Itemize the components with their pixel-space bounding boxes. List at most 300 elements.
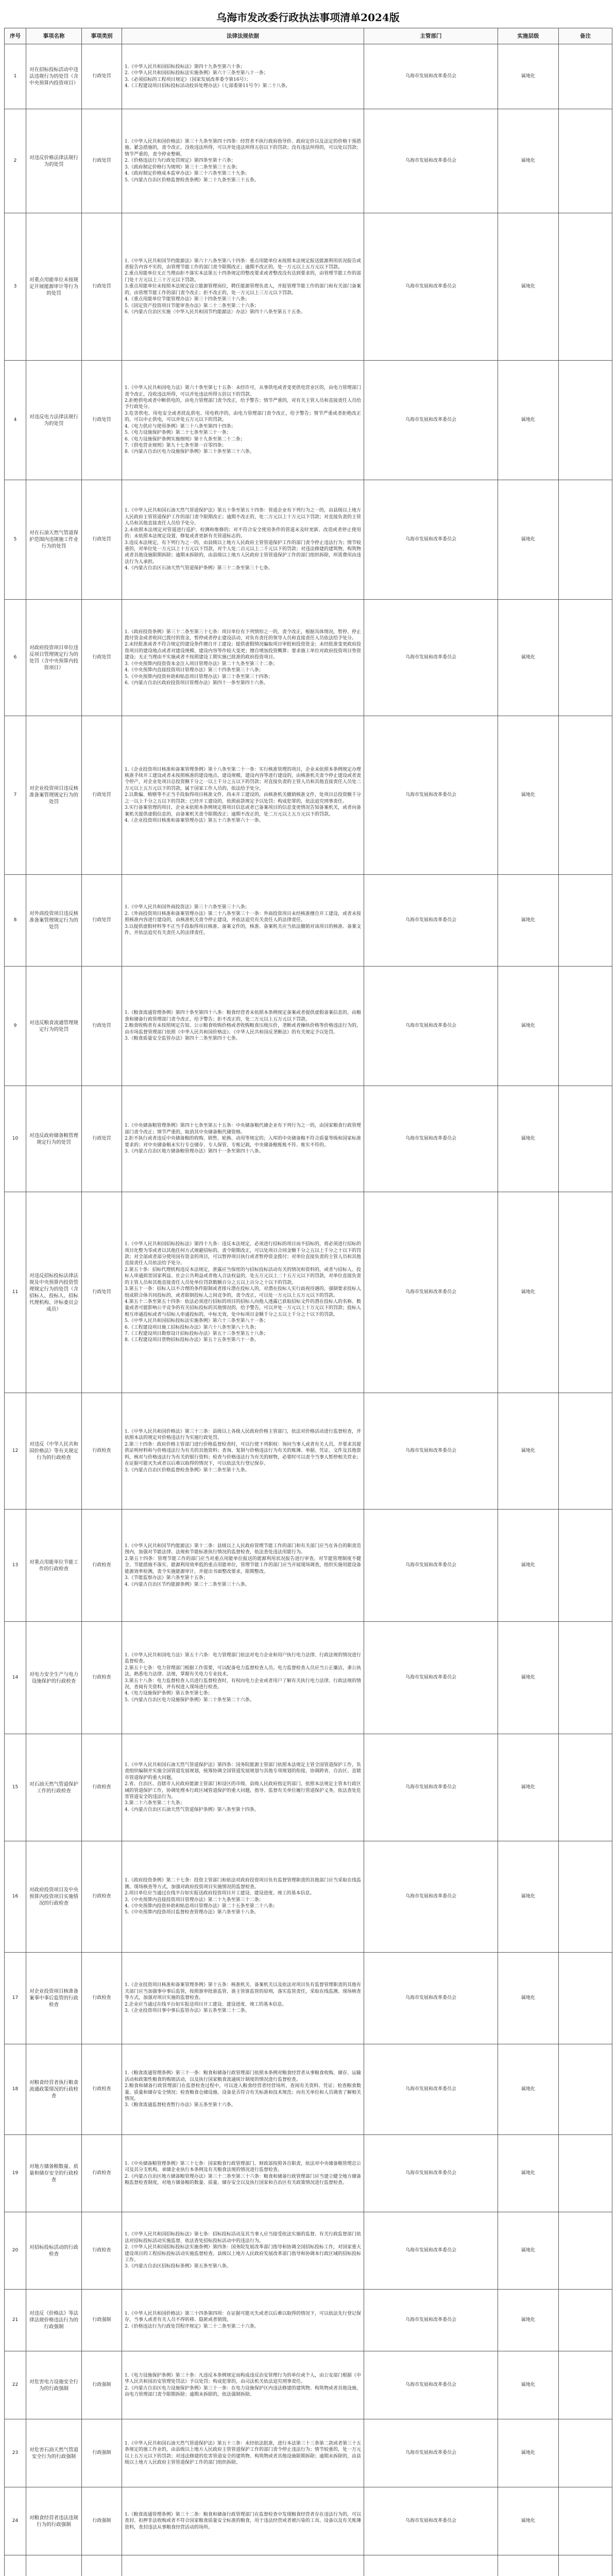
- item-type: 行政处罚: [82, 44, 122, 109]
- item-type: 行政强制: [82, 2419, 122, 2487]
- remarks: [559, 1841, 612, 1953]
- legal-basis-line: 4.《中央预算内直接投资项目管理办法》第三十四条至第三十八条；: [125, 668, 264, 673]
- legal-basis-line: 2.《中华人民共和国招标投标法实施条例》第四条：国务院发展改革部门指导和协调全国招标投标工作，对国家重大建设项目的工程招标投标活动实施监督检查。县级以上地方人民政府发展改革部门指导和协调本行政区域的招标投标工作。: [125, 2245, 362, 2263]
- legal-basis: [122, 716, 364, 875]
- legal-basis-line: 2.《中华人民共和国招标投标法实施条例》第六十三条至第八十一条；: [125, 71, 268, 76]
- remarks: [559, 2135, 612, 2212]
- responsible-department: 乌海市发展和改革委员会: [364, 2351, 498, 2419]
- header-level: 实施层级: [498, 28, 559, 44]
- legal-basis-line: 1.《中华人民共和国节约能源法》第十二条：县级以上人民政府管理节能工作的部门和有关部门应当在各自的职责范围内，加强对节能法律、法规和节能标准执行情况的监督检查，依法查处违法用能行为。: [125, 1544, 361, 1555]
- implementation-level: 属地化: [498, 1841, 559, 1953]
- legal-basis-line: 2.拒绝供电或者中断供电的，由电力管理部门责令改正，给予警告；情节严重的，对有关主管人员和直接责任人员给予行政处分。: [125, 398, 361, 410]
- responsible-department: 乌海市发展和改革委员会: [364, 44, 498, 109]
- item-name: 对政府投资项目单位违反项目管理规定行为的处罚（含中央预算内投资项目）: [26, 600, 82, 716]
- implementation-level: 属地化: [498, 1086, 559, 1192]
- table-row: [5, 1622, 612, 1734]
- responsible-department: 乌海市发展和改革委员会: [364, 1841, 498, 1953]
- legal-basis-line: 1.《电力设施保护条例》第三十条：凡违反本条例规定而构成违反治安管理行为的单位或个人，由公安部门根据《中华人民共和国治安管理处罚法》予以处罚；构成犯罪的，由司法机关依法追究刑事责任。: [125, 2372, 361, 2385]
- responsible-department: 乌海市发展和改革委员会: [364, 1510, 498, 1622]
- row-number: [5, 2555, 26, 2576]
- table-row: [5, 2555, 612, 2576]
- legal-basis-line: 3.重点用能单位未按照本法规定设立能源管理岗位，聘任能源管理负责人，并报管理节能工作的部门和有关部门备案的，由管理节能工作的部门责令改正；拒不改正的，处一万元以上三万元以下罚款。: [125, 284, 361, 296]
- remarks: [559, 1734, 612, 1841]
- legal-basis-line: 2.第五十七条：电力管理部门根据工作需要，可以配备电力监督检查人员。电力监督检查人员应当公正廉洁，秉公执法，熟悉电力法律、法规，掌握有关电力专业技术。: [125, 1665, 361, 1677]
- legal-basis-line: 2.第五十条：招标代理机构违反本法规定，泄露应当保密的与招标投标活动有关的情况和资料的，或者与招标人、投标人串通损害国家利益、社会公共利益或者他人合法权益的，处五万元以上二十五万元以下的罚款，对单位直接负责的主管人员和其他直接责任人员处单位罚款数额百分之五以上百分之十以下的罚款。: [125, 1267, 362, 1285]
- legal-basis: [122, 2044, 364, 2135]
- item-type: 行政处罚: [82, 875, 122, 967]
- legal-basis: [122, 2212, 364, 2290]
- legal-basis: [122, 1841, 364, 1953]
- item-type: 行政强制: [82, 2487, 122, 2555]
- legal-basis-line: 1.《粮食流通管理条例》第三十二条：粮食和储备行政管理部门在监督检查中发现粮食经营者存在违法行为的，可以查封、扣押非法收购或者不符合国家粮食质量安全标准的粮食，用于违法经营或者被污染的工具、设备以及有关账簿资料，查封违法从事粮食经营活动的场所。: [125, 2512, 362, 2530]
- legal-basis: [122, 361, 364, 480]
- legal-basis-line: 5.《中央预算内投资项目监督检查管理办法》第六条至第十八条。: [125, 1910, 259, 1916]
- legal-basis-line: 8.《内蒙古自治区电力设施保护条例》第三十条至第三十六条。: [125, 449, 254, 455]
- legal-basis-line: 6.《工程建设项目施工招标投标办法》第六十八条至第八十九条；: [125, 1325, 259, 1330]
- remarks: [559, 1086, 612, 1192]
- table-row: [5, 1192, 612, 1393]
- legal-basis-line: 2.拒不执行或者违反中央储备粮的收购、销售、轮换、动用等规定的；入库的中央储备粮不符合质量等级和国家标准要求的；对中央储备粮未实行专仓储存、专人保管、专账记载，中央储备粮账账不符、账实不符的。: [125, 1136, 361, 1148]
- row-number: 2: [5, 109, 26, 213]
- legal-basis-line: 1.《中华人民共和国价格法》第三十三条：县级以上各级人民政府价格主管部门，依法对价格活动进行监督检查，并依照本法的规定对价格违法行为实施行政处罚。: [125, 1429, 361, 1441]
- legal-basis-line: 4.《内蒙古自治区石油天然气管道保护条例》第八条至第十四条。: [125, 1807, 259, 1812]
- legal-basis-line: 4.《重点用能单位节能管理办法》第三十四条至第三十八条；: [125, 297, 250, 302]
- item-type: 行政处罚: [82, 109, 122, 213]
- legal-basis-line: 3.《粮食流通监督检查暂行办法》第五条至第十六条。: [125, 2103, 236, 2108]
- remarks: [559, 2212, 612, 2290]
- legal-basis-line: 1.《中华人民共和国招标投标法》第四十九条：违反本法规定，必须进行招标的项目而不招标的，将必须进行招标的项目化整为零或者以其他任何方式规避招标的，责令限期改正，可以处项目合同金额千分之五以上千分之十以下的罚款；对全部或者部分使用国有资金的项目，可以暂停项目执行或者暂停资金拨付；对单位直接负责的主管人员和其他直接责任人员依法给予处分。: [125, 1242, 362, 1266]
- table-header-row: [5, 28, 612, 44]
- item-type: 行政检查: [82, 2212, 122, 2290]
- legal-basis-line: 2.第三十四条：政府价格主管部门进行价格监督检查时，可以行使下列职权：询问当事人或者有关人员，并要求其提供证明材料和与价格违法行为有关的其他资料；查询、复制与价格违法行为有关的账簿、单据、凭证、文件及其他资料，核对与价格违法行为有关的银行资料；检查与价格违法行为有关的财物，必要时可以责令当事人暂停相关营业；在证据可能灭失或者以后难以取得的情况下，可以依法先行登记保存。: [125, 1442, 362, 1467]
- responsible-department: 乌海市发展和改革委员会: [364, 1393, 498, 1510]
- remarks: [559, 2044, 612, 2135]
- header-type: 事项类别: [82, 28, 122, 44]
- remarks: [559, 1393, 612, 1510]
- item-name: 对违反《价格法》等法律法规价格违法行为的行政强制: [26, 2290, 82, 2351]
- implementation-level: 属地化: [498, 2135, 559, 2212]
- table-row: [5, 1510, 612, 1622]
- legal-basis-line: 1.《中华人民共和国电力法》第六十条至第七十五条：未经许可，从事供电或者变更供电营业区的，由电力管理部门责令改正，没收违法所得，可以并处违法所得五倍以下的罚款。: [125, 385, 361, 397]
- legal-basis-line: 6.《内蒙古自治区实施〈中华人民共和国节约能源法〉办法》第四十八条至第五十五条。: [125, 309, 305, 315]
- row-number: 24: [5, 2487, 26, 2555]
- responsible-department: 乌海市发展和改革委员会: [364, 1086, 498, 1192]
- legal-basis-line: 3.第五十八条：电力监督检查人员进行监督检查时，有权向电力企业或者用户了解有关执行电力法律、行政法规的情况，查阅有关资料，并有权进入现场进行检查。: [125, 1678, 361, 1690]
- row-number: 18: [5, 2044, 26, 2135]
- implementation-level: 属地化: [498, 480, 559, 600]
- table-row: [5, 1734, 612, 1841]
- legal-basis-line: 2.《价格违法行为行政处罚规定》第四条至第十六条；: [125, 158, 236, 164]
- legal-basis-line: 3.《粮食质量安全监管办法》第四十二条至第四十七条。: [125, 1036, 241, 1042]
- item-name: 对地方储备粮数量、质量和储存安全的行政检查: [26, 2135, 82, 2212]
- legal-basis-line: 4.《电力设施保护条例》第五条至第七条；: [125, 1691, 213, 1697]
- legal-basis-line: 2.重点用能单位无正当理由拒不落实本法第五十四条规定的整改要求或者整改没有达到要求的，由管理节能工作的部门处十万元以上三十万元以下罚款。: [125, 271, 361, 283]
- item-type: 行政检查: [82, 2044, 122, 2135]
- row-number: 7: [5, 716, 26, 875]
- legal-basis-line: 3.《中央预算内投资资本金注入项目管理办法》第二十九条至第三十二条；: [125, 661, 278, 667]
- table-row: [5, 1953, 612, 2044]
- header-dept: 主管部门: [364, 28, 498, 44]
- page-title: 乌海市发改委行政执法事项清单2024版: [216, 11, 400, 24]
- remarks: [559, 1953, 612, 2044]
- table-row: [5, 1841, 612, 1953]
- item-name: 对危害石油天然气管道安全行为的行政强制: [26, 2419, 82, 2487]
- item-name: 对在招标投标活动中违法违规行为的处罚（含中央预算内投资项目）: [26, 44, 82, 109]
- legal-basis-line: 4.《中央预算内投资补助和贴息项目管理办法》第二十五条至第二十八条；: [125, 1903, 278, 1909]
- legal-basis-line: 5.《内蒙古自治区电力设施保护条例》第二十条至第二十六条。: [125, 1697, 254, 1703]
- item-name: 对粮食经营者执行粮食流通政策情况的行政检查: [26, 2044, 82, 2135]
- implementation-level: 属地化: [498, 1510, 559, 1622]
- table-row: [5, 716, 612, 875]
- item-type: [82, 2555, 122, 2576]
- legal-basis-line: 2.企业应当通过在线平台如实报送项目开工建设、建设进度、竣工的基本信息。: [125, 2002, 287, 2007]
- legal-basis: [122, 2351, 364, 2419]
- legal-basis: [122, 480, 364, 600]
- legal-basis-line: 3.危害供电、用电安全或者扰乱供电、用电秩序的，由电力管理部门责令改正，给予警告；情节严重或者拒绝改正的，可以中止供电，可以并处五万元以下的罚款。: [125, 411, 361, 423]
- row-number: 12: [5, 1393, 26, 1510]
- item-type: 行政处罚: [82, 1192, 122, 1393]
- legal-basis-line: 3.以提供虚假材料等不正当手段取得项目核准、备案文件的，核准、备案机关应当依法撤销对该项目的核准、备案文件，并依法追究有关责任人的法律责任。: [125, 924, 361, 936]
- item-type: 行政处罚: [82, 1086, 122, 1192]
- legal-basis: [122, 1953, 364, 2044]
- responsible-department: 乌海市发展和改革委员会: [364, 1192, 498, 1393]
- implementation-level: 属地化: [498, 2290, 559, 2351]
- legal-basis-line: 1.《粮食流通管理条例》第三十一条：粮食和储备行政管理部门依照本条例对粮食经营者从事粮食收购、储存、运输活动和政策性粮食的购销活动，以及执行国家粮食流通统计制度的情况进行监督检查。: [125, 2071, 361, 2082]
- responsible-department: 乌海市发展和改革委员会: [364, 1734, 498, 1841]
- item-name: [26, 2555, 82, 2576]
- legal-basis: [122, 967, 364, 1086]
- row-number: 4: [5, 361, 26, 480]
- table-row: [5, 2487, 612, 2555]
- implementation-level: 属地化: [498, 1953, 559, 2044]
- legal-basis: [122, 109, 364, 213]
- row-number: 10: [5, 1086, 26, 1192]
- legal-basis-line: 3.《中央预算内直接投资项目管理办法》第二十九条至第三十二条；: [125, 1897, 264, 1903]
- legal-basis: [122, 44, 364, 109]
- table-row: [5, 2135, 612, 2212]
- item-name: 对政府投资项目及中央预算内投资项目实施情况的行政检查: [26, 1841, 82, 1953]
- item-name: 对违反招标投标法律法规及中央预算内投资管理规定行为的处罚（含招标人、投标人、招标代理机构、评标委员会成员）: [26, 1192, 82, 1393]
- item-type: 行政强制: [82, 2290, 122, 2351]
- implementation-level: 属地化: [498, 875, 559, 967]
- legal-basis-line: 4.《政府制定价格成本监审办法》第三十六条至第三十九条；: [125, 171, 250, 177]
- item-name: 对石油天然气管道保护工作的行政检查: [26, 1734, 82, 1841]
- legal-basis-line: 1.《中华人民共和国招标投标法》第四十九条至第六十条；: [125, 64, 245, 70]
- item-name: 对违反粮食流通管理规定行为的处罚: [26, 967, 82, 1086]
- legal-basis: [122, 1510, 364, 1622]
- responsible-department: 乌海市发展和改革委员会: [364, 361, 498, 480]
- table-row: [5, 967, 612, 1086]
- row-number: 23: [5, 2419, 26, 2487]
- legal-basis-line: 3.《企业投资项目事中事后监管办法》第五条至第二十二条。: [125, 2008, 250, 2014]
- legal-basis-line: 2.未经批准或者不符合规定的建设条件擅自开工建设；提供虚假情况骗取项目审批和投资资金；未经批准变更政府投资项目的建设地点或者对建设规模、建设内容等作较大变更；擅自增加投资概算；要求施工单位对政府投资项目垫资建设；无正当理由不实施或者不按照建设工期实施已批准的政府投资项目。: [125, 642, 362, 660]
- legal-basis-line: 1.《中央储备粮管理条例》第四十七条至第五十五条：中央储备粮代储企业有下列行为之一的，由国家粮食行政管理部门责令改正；情节严重的，取消其中央储备粮代储资格。: [125, 1123, 361, 1135]
- row-number: 5: [5, 480, 26, 600]
- item-type: 行政检查: [82, 1510, 122, 1622]
- implementation-level: 属地化: [498, 967, 559, 1086]
- implementation-level: 属地化: [498, 1622, 559, 1734]
- legal-basis-line: 5.《中华人民共和国招标投标法实施条例》第六十三条至第八十一条；: [125, 1318, 268, 1324]
- responsible-department: [364, 2555, 498, 2576]
- item-type: 行政处罚: [82, 716, 122, 875]
- legal-basis-line: 1.《粮食流通管理条例》第四十条至第四十八条：粮食经营者未依照本条例规定备案或者提供虚假备案信息的，由粮食和储备行政管理部门责令改正，给予警告；拒不改正的，处二万元以上五万元以下罚款。: [125, 1010, 361, 1022]
- table-row: [5, 213, 612, 361]
- legal-basis-line: 3.第五十一条：招标人以不合理的条件限制或者排斥潜在投标人的，对潜在投标人实行歧视待遇的，强制要求投标人组成联合体共同投标的，或者限制投标人之间竞争的，责令改正，可以处一万元以上五万元以下的罚款。: [125, 1286, 361, 1298]
- item-type: 行政检查: [82, 1393, 122, 1510]
- remarks: [559, 1510, 612, 1622]
- item-name: 对重点用能单位未按规定开展能源审计等行为的处罚: [26, 213, 82, 361]
- item-type: 行政处罚: [82, 600, 122, 716]
- row-number: 8: [5, 875, 26, 967]
- table-row: [5, 2351, 612, 2419]
- remarks: [559, 2419, 612, 2487]
- implementation-level: 属地化: [498, 44, 559, 109]
- legal-basis-line: 1.《中华人民共和国石油天然气管道保护法》第五十条至第五十四条：管道企业有下列行为之一的，由县级以上地方人民政府主管管道保护工作的部门责令限期改正；逾期不改正的，处二万元以上十万元以下罚款；对直接负责的主管人员和其他直接责任人员给予处分。: [125, 508, 362, 527]
- legal-basis-line: 1.《中华人民共和国电力法》第五十六条：电力管理部门依法对电力企业和用户执行电力法律、行政法规的情况进行监督检查。: [125, 1652, 361, 1665]
- implementation-level: 属地化: [498, 2044, 559, 2135]
- implementation-level: 属地化: [498, 2212, 559, 2290]
- legal-basis-line: 4.《企业投资项目核准和备案管理办法》第五十六条至第六十一条。: [125, 818, 264, 823]
- item-name: 对违反《中华人民共和国价格法》等有关规定行为的行政检查: [26, 1393, 82, 1510]
- row-number: 15: [5, 1734, 26, 1841]
- responsible-department: 乌海市发展和改革委员会: [364, 480, 498, 600]
- item-type: 行政处罚: [82, 480, 122, 600]
- remarks: [559, 213, 612, 361]
- remarks: [559, 2290, 612, 2351]
- implementation-level: 属地化: [498, 1192, 559, 1393]
- legal-basis-line: 2.《内蒙古自治区电力设施保护条例》第三十一条：在电力设施保护区内违法修建的建筑物、构筑物或者其他设施，由电力管理部门责令限期拆除；逾期未拆除的，依法强制拆除。: [125, 2385, 361, 2397]
- remarks: [559, 716, 612, 875]
- row-number: 14: [5, 1622, 26, 1734]
- item-name: 对企业投资项目违反核准备案管理规定行为的处罚: [26, 716, 82, 875]
- item-name: 对电力安全生产与电力设施保护的行政检查: [26, 1622, 82, 1734]
- responsible-department: 乌海市发展和改革委员会: [364, 213, 498, 361]
- legal-basis-line: 2.《价格违法行为行政处罚程序规定》第二十二条至第二十六条。: [125, 2324, 259, 2329]
- implementation-level: 属地化: [498, 213, 559, 361]
- table-row: [5, 480, 612, 600]
- legal-basis: [122, 213, 364, 361]
- legal-basis-line: 1.《政府投资条例》第三十二条至第三十七条：项目单位有下列情形之一的，责令改正，根据具体情况，暂停、停止拨付资金或者收回已拨付的资金，暂停或者停止建设活动，对负有责任的领导人员和直接责任人员依法给予处分。: [125, 629, 361, 641]
- responsible-department: 乌海市发展和改革委员会: [364, 2487, 498, 2555]
- item-name: 对违反电力法律法规行为的处罚: [26, 361, 82, 480]
- legal-basis-line: 3.《节能监察办法》第六条至第十五条；: [125, 1575, 208, 1581]
- legal-basis-line: 2.粮食收购者有未按照规定告知、公示粮食收购价格或者收购粮食压级压价，垄断或者操纵价格等价格违法行为的，由市场监督管理部门依照《中华人民共和国价格法》、《中华人民共和国反垄断法》的有关规定予以处罚。: [125, 1023, 361, 1035]
- table-row: [5, 361, 612, 480]
- item-type: 行政处罚: [82, 361, 122, 480]
- remarks: [559, 2351, 612, 2419]
- table-row: [5, 2290, 612, 2351]
- item-type: 行政检查: [82, 2135, 122, 2212]
- legal-basis-line: 2.《内蒙古自治区地方储备粮管理办法》第三十二条至第三十六条：粮食和储备行政管理部门应当建立健全地方储备粮监督检查制度，对地方储备粮的数量、质量、储存安全以及执行国家和自治区有关政策情况进行监督检查。: [125, 2174, 361, 2185]
- remarks: [559, 1622, 612, 1734]
- legal-basis-line: 2.省、自治区、直辖市人民政府能源主管部门和设区的市级、县级人民政府指定的部门，依照本法规定主管本行政区域的管道保护工作，协调处理本行政区域管道保护的重大问题，指导、监督有关单位履行管道保护义务，依法查处危害管道安全的违法行为。: [125, 1782, 362, 1800]
- legal-basis: [122, 2487, 364, 2555]
- responsible-department: 乌海市发展和改革委员会: [364, 2419, 498, 2487]
- remarks: [559, 109, 612, 213]
- row-number: 19: [5, 2135, 26, 2212]
- legal-basis-line: 3.《内蒙古自治区地方储备粮管理办法》第四十一条至第四十八条。: [125, 1149, 264, 1155]
- legal-basis-line: 7.《工程建设项目勘察设计招标投标办法》第五十三条至第五十八条；: [125, 1331, 268, 1336]
- legal-basis-line: 1.《中华人民共和国外商投资法》第三十六条至第三十八条；: [125, 905, 250, 910]
- legal-basis: [122, 875, 364, 967]
- legal-basis-line: 6.《电力设施保护条例实施细则》第十九条至第二十二条；: [125, 436, 245, 442]
- table-row: [5, 600, 612, 716]
- row-number: 13: [5, 1510, 26, 1622]
- legal-basis-line: 1.《中华人民共和国节约能源法》第六十八条至第八十四条：重点用能单位未按照本法规定报送能源利用状况报告或者报告内容不实的，由管理节能工作的部门责令限期改正；逾期不改正的，处一万元以上五万元以下罚款。: [125, 258, 361, 270]
- remarks: [559, 44, 612, 109]
- remarks: [559, 361, 612, 480]
- implementation-level: 属地化: [498, 2351, 559, 2419]
- table-row: [5, 1086, 612, 1192]
- legal-basis-line: 1.《中华人民共和国石油天然气管道保护法》第四条：国务院能源主管部门依照本法规定主管全国管道保护工作，负责组织编制并实施全国管道发展规划，统筹协调全国管道发展规划与其他专项规划的衔接，协调跨省、自治区、直辖市管道保护的重大问题。: [125, 1762, 362, 1781]
- responsible-department: 乌海市发展和改革委员会: [364, 2135, 498, 2212]
- legal-basis-line: 3.实行备案管理的项目，企业未依照本条例规定将项目信息或者已备案项目的信息变更情况告知备案机关，或者向备案机关提供虚假信息的，由备案机关责令限期改正；逾期不改正的，处二万元以上五万元以下的罚款。: [125, 805, 361, 817]
- row-number: 17: [5, 1953, 26, 2044]
- legal-basis-line: 3.《政府制定价格行为规则》第三十二条至第三十五条；: [125, 164, 241, 170]
- row-number: 3: [5, 213, 26, 361]
- remarks: [559, 2555, 612, 2576]
- implementation-level: 属地化: [498, 600, 559, 716]
- legal-basis-line: 4.《内蒙古自治区节约能源条例》第三十二条至第三十八条。: [125, 1582, 250, 1587]
- responsible-department: 乌海市发展和改革委员会: [364, 875, 498, 967]
- row-number: 22: [5, 2351, 26, 2419]
- item-name: 对招标投标活动的行政检查: [26, 2212, 82, 2290]
- table-row: [5, 109, 612, 213]
- row-number: 16: [5, 1841, 26, 1953]
- item-name: 对重点用能单位节能工作的行政检查: [26, 1510, 82, 1622]
- row-number: 20: [5, 2212, 26, 2290]
- row-number: 21: [5, 2290, 26, 2351]
- table-body: [5, 44, 612, 2576]
- legal-basis: [122, 2419, 364, 2487]
- legal-basis-line: 8.《工程建设项目货物招标投标办法》第五十五条至第六十一条。: [125, 1337, 259, 1343]
- legal-basis-line: 1.《政府投资条例》第二十七条：投资主管部门和依法对政府投资项目负有监督管理职责的其他部门应当采取在线监测、现场核查等方式，加强对政府投资项目实施情况的监督检查。: [125, 1878, 361, 1890]
- implementation-level: [498, 2555, 559, 2576]
- legal-basis-line: 2.《外商投资项目核准和备案管理办法》第二十八条至第三十一条：外商投资项目未经核准擅自开工建设，或者未按照核准内容进行建设的，由核准机关责令停止建设，并依法追究有关责任人的法律责任。: [125, 911, 361, 923]
- legal-basis-line: 3.《内蒙古自治区招标投标条例》第五条至第八条。: [125, 2264, 231, 2269]
- remarks: [559, 875, 612, 967]
- item-type: 行政检查: [82, 1953, 122, 2044]
- legal-basis-line: 4.《工程建设项目招标投标活动投诉处理办法》（七部委第11号令）第二十八条。: [125, 83, 290, 89]
- item-type: 行政强制: [82, 2351, 122, 2419]
- legal-basis: [122, 1622, 364, 1734]
- legal-basis-line: 5.《内蒙古自治区价格监督检查条例》第二十九条至第三十五条。: [125, 177, 259, 183]
- legal-basis: [122, 2290, 364, 2351]
- implementation-level: 属地化: [498, 2487, 559, 2555]
- table-row: [5, 44, 612, 109]
- remarks: [559, 2487, 612, 2555]
- legal-basis-line: 6.《内蒙古自治区政府投资项目管理办法》第四十一条至第四十六条。: [125, 680, 268, 686]
- legal-basis-line: 1.《中华人民共和国价格法》第三十九条至第四十四条：经营者不执行政府指导价、政府定价以及法定的价格干预措施、紧急措施的，责令改正，没收违法所得，可以并处违法所得五倍以下的罚款；没有违法所得的，可以处以罚款；情节严重的，责令停业整顿。: [125, 139, 362, 157]
- legal-basis-line: 4.《内蒙古自治区石油天然气管道保护条例》第三十二条至第三十七条。: [125, 566, 273, 571]
- header-basis: 法律法规依据: [122, 28, 364, 44]
- implementation-level: 属地化: [498, 109, 559, 213]
- legal-basis-line: 1.《中华人民共和国价格法》第三十四条第四项：在证据可能灭失或者以后难以取得的情况下，可以依法先行登记保存，当事人或者有关人员不得转移、隐匿或者销毁。: [125, 2311, 361, 2323]
- legal-basis: [122, 600, 364, 716]
- implementation-level: 属地化: [498, 361, 559, 480]
- item-name: 对企业投资项目核准备案事中事后监管的行政检查: [26, 1953, 82, 2044]
- legal-basis-line: 7.《供电营业规则》第九十七条至第一百零四条；: [125, 443, 227, 448]
- legal-basis-line: 3.《必须招标的工程项目规定》（国家发展改革委令第16号）；: [125, 77, 251, 82]
- table-row: [5, 2212, 612, 2290]
- remarks: [559, 1192, 612, 1393]
- header-no: 序号: [5, 28, 26, 44]
- legal-basis: [122, 1393, 364, 1510]
- header-name: 事项名称: [26, 28, 82, 44]
- remarks: [559, 967, 612, 1086]
- responsible-department: 乌海市发展和改革委员会: [364, 109, 498, 213]
- responsible-department: 乌海市发展和改革委员会: [364, 2044, 498, 2135]
- item-name: 对危害电力设施安全行为的行政强制: [26, 2351, 82, 2419]
- legal-basis: [122, 2135, 364, 2212]
- responsible-department: 乌海市发展和改革委员会: [364, 1622, 498, 1734]
- legal-basis: [122, 1734, 364, 1841]
- table-row: [5, 2044, 612, 2135]
- responsible-department: 乌海市发展和改革委员会: [364, 967, 498, 1086]
- table-row: [5, 1393, 612, 1510]
- row-number: 11: [5, 1192, 26, 1393]
- responsible-department: 乌海市发展和改革委员会: [364, 2290, 498, 2351]
- item-name: 对在石油天然气管道保护范围内违规施工作业行为的处罚: [26, 480, 82, 600]
- responsible-department: 乌海市发展和改革委员会: [364, 1953, 498, 2044]
- item-type: 行政处罚: [82, 967, 122, 1086]
- legal-basis-line: 5.《电力设施保护条例》第二十七条至第三十一条；: [125, 430, 231, 436]
- table-row: [5, 875, 612, 967]
- responsible-department: 乌海市发展和改革委员会: [364, 2212, 498, 2290]
- header-note: 备注: [559, 28, 612, 44]
- implementation-level: 属地化: [498, 1734, 559, 1841]
- legal-basis-line: 3.违反本法规定，有下列行为之一的，由县级以上地方人民政府主管管道保护工作的部门责令停止违法行为；情节较重的，对单位处一万元以上十万元以下罚款，对个人处二百元以上二千元以下的罚款；对违法修建的建筑物、构筑物或者其他设施限期拆除；逾期未拆除的，由县级以上地方人民政府主管管道保护工作的部门组织拆除，所需费用由违法行为人承担。: [125, 540, 362, 565]
- row-number: 1: [5, 44, 26, 109]
- implementation-level: 属地化: [498, 2419, 559, 2487]
- legal-basis: [122, 2555, 364, 2576]
- legal-basis-line: 4.《电力供应与使用条例》第三十八条至第四十四条；: [125, 423, 236, 429]
- legal-basis-line: 2.以欺骗、贿赂等不正当手段取得项目核准文件，尚未开工建设的，由核准机关撤销核准文件，处项目总投资额千分之一以上千分之五以下的罚款；已经开工建设的，依照前款规定予以处罚；构成犯罪的，依法追究刑事责任。: [125, 792, 361, 804]
- legal-basis-line: 1.《中央储备粮管理条例》第三十七条：国家粮食行政管理部门、财政部按照各自职责，依法对中央储备粮管理总公司及其分支机构、承储企业执行本条例及有关粮食法规的情况进行监督检查。: [125, 2161, 361, 2173]
- legal-basis-line: 1.《中华人民共和国石油天然气管道保护法》第五十三条：未经依法批准，进行本法第三十三条第二款或者第三十五条规定的施工作业的，由县级以上地方人民政府主管管道保护工作的部门责令停止违法行为；情节较重的，处一万元以上五万元以下的罚款；对违法修建的危害管道安全的建筑物、构筑物或者其他设施限期拆除；逾期未拆除的，由县级以上地方人民政府主管管道保护工作的部门组织拆除。: [125, 2441, 362, 2465]
- legal-basis: [122, 1192, 364, 1393]
- legal-basis-line: 1.《企业投资项目核准和备案管理条例》第十八条至第二十一条：实行核准管理的项目，企业未依照本条例规定办理核准手续开工建设或者未按照核准的建设地点、建设规模、建设内容等进行建设的，由核准机关责令停止建设或者责令停产，对企业处项目总投资额千分之一以上千分之五以下的罚款；对直接负责的主管人员和其他直接责任人员处二万元以上五万元以下的罚款，属于国家工作人员的，依法给予处分。: [125, 767, 362, 791]
- legal-basis-line: 4.第五十二条至第五十四条：依法必须进行招标的项目的招标人向他人透露已获取招标文件的潜在投标人的名称、数量或者可能影响公平竞争的有关招标投标的其他情况的，给予警告，可以并处一万元以上十万元以下的罚款；投标人相互串通投标或者与招标人串通投标的，中标无效，处中标项目金额千分之五以上千分之十以下的罚款。: [125, 1299, 362, 1317]
- item-type: 行政处罚: [82, 213, 122, 361]
- legal-basis-line: 5.《中央预算内投资补助和贴息项目管理办法》第三十条至第三十四条；: [125, 674, 273, 680]
- item-name: 对外商投资项目违反核准备案管理规定行为的处罚: [26, 875, 82, 967]
- legal-basis-line: 5.《固定资产投资项目节能审查办法》第二十二条至第二十六条；: [125, 303, 259, 309]
- legal-basis-line: 2.第五十四条：管理节能工作的部门应当对重点用能单位报送的能源利用状况报告进行审查。对节能管理制度不健全、节能措施不落实、能源利用效率低的重点用能单位，管理节能工作的部门应当开展现场调查，组织实施用能设备能源效率检测，责令实施能源审计，并提出书面整改要求，限期整改。: [125, 1556, 362, 1574]
- row-number: 6: [5, 600, 26, 716]
- remarks: [559, 600, 612, 716]
- row-number: 9: [5, 967, 26, 1086]
- responsible-department: 乌海市发展和改革委员会: [364, 716, 498, 875]
- enforcement-items-table: [4, 28, 612, 2576]
- item-name: 对违反价格法律法规行为的处罚: [26, 109, 82, 213]
- item-type: 行政检查: [82, 1622, 122, 1734]
- item-name: 对粮食经营者违法违规行为的行政强制: [26, 2487, 82, 2555]
- legal-basis-line: 2.未依照本法规定对管道进行巡护、检测和维修的；对不符合安全使用条件的管道未及时更新、改造或者停止使用的；未依照本法规定设置、修复或者更新有关管道标志的。: [125, 527, 361, 539]
- item-name: 对违反政府储备粮管理规定行为的处罚: [26, 1086, 82, 1192]
- legal-basis: [122, 1086, 364, 1192]
- table-row: [5, 2419, 612, 2487]
- implementation-level: 属地化: [498, 1393, 559, 1510]
- legal-basis-line: 2.项目单位应当通过在线平台如实报送政府投资项目开工建设、建设进度、竣工的基本信息。: [125, 1891, 315, 1896]
- legal-basis-line: 1.《企业投资项目核准和备案管理条例》第十五条：核准机关、备案机关以及依法对项目负有监督管理职责的其他有关部门应当加强事中事后监管，按照谁审批谁监管、谁主管谁监管的原则，落实监管责任，采取在线监测、现场核查等方式，加强对项目实施的监督检查。: [125, 1982, 362, 2001]
- item-type: 行政检查: [82, 1841, 122, 1953]
- legal-basis-line: 1.《中华人民共和国招标投标法》第七条：招标投标活动及其当事人应当接受依法实施的监督。有关行政监督部门依法对招标投标活动实施监督，依法查处招标投标活动中的违法行为。: [125, 2232, 361, 2244]
- remarks: [559, 480, 612, 600]
- item-type: 行政检查: [82, 1734, 122, 1841]
- responsible-department: 乌海市发展和改革委员会: [364, 600, 498, 716]
- legal-basis-line: 3.《内蒙古自治区价格监督检查条例》第十二条至第十九条。: [125, 1467, 250, 1473]
